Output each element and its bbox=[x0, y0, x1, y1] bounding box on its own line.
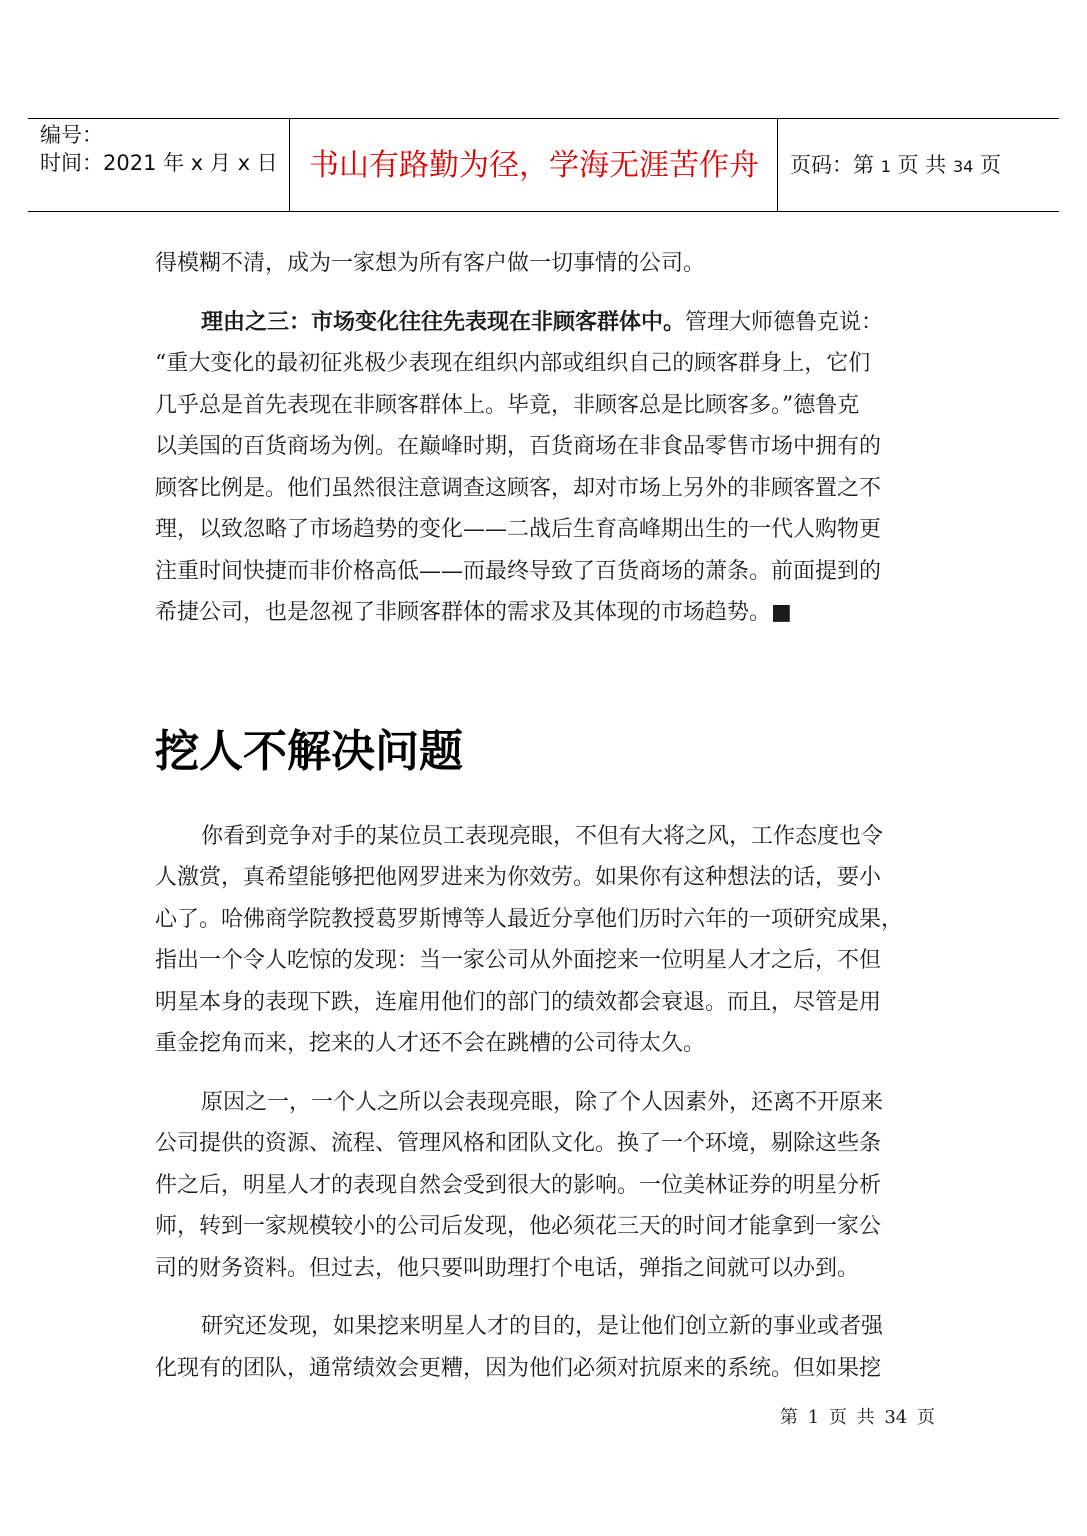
text-line: 以美国的百货商场为例。在巅峰时期，百货商场在非食品零售市场中拥有的 bbox=[155, 434, 882, 459]
text-line: 人激赏，真希望能够把他网罗进来为你效劳。如果你有这种想法的话，要小 bbox=[155, 865, 882, 890]
motto-text: 书山有路勤为径，学海无涯苦作舟 bbox=[309, 148, 759, 183]
section-title: 挖人不解决问题 bbox=[155, 725, 463, 777]
page-label-prefix: 页码：第 bbox=[790, 153, 874, 177]
text-line: 重金挖角而来，挖来的人才还不会在跳槽的公司待太久。 bbox=[155, 1031, 706, 1056]
document-body bbox=[155, 243, 945, 1389]
text-line: 希捷公司，也是忽视了非顾客群体的需求及其体现的市场趋势。■ bbox=[155, 600, 792, 625]
text-line: 化现有的团队，通常绩效会更糟，因为他们必须对抗原来的系统。但如果挖 bbox=[155, 1355, 882, 1381]
header-motto-cell bbox=[290, 119, 778, 211]
text-line: 得模糊不清，成为一家想为所有客户做一切事情的公司。 bbox=[155, 251, 706, 276]
text-line: 师，转到一家规模较小的公司后发现，他必须花三天的时间才能拿到一家公 bbox=[155, 1214, 882, 1239]
text-line: 明星本身的表现下跌，连雇用他们的部门的绩效都会衰退。而且，尽管是用 bbox=[155, 989, 882, 1015]
text-line: 司的财务资料。但过去，他只要叫助理打个电话，弹指之间就可以办到。 bbox=[155, 1255, 860, 1281]
serial-number-label: 编号： bbox=[40, 123, 103, 147]
page-total: 34 bbox=[952, 157, 974, 176]
text-line: “重大变化的最初征兆极少表现在组织内部或组织自己的顾客群身上，它们 bbox=[155, 351, 871, 376]
header-page-cell bbox=[778, 119, 1059, 211]
text-line: 几乎总是首先表现在非顾客群体上。毕竟，非顾客总是比顾客多。”德鲁克 bbox=[155, 392, 860, 418]
text-line: 注重时间快捷而非价格高低——而最终导致了百货商场的萧条。前面提到的 bbox=[155, 558, 882, 584]
text-line: 原因之一，一个人之所以会表现亮眼，除了个人因素外，还离不开原来 bbox=[201, 1089, 884, 1115]
page-label-suffix: 页 bbox=[979, 153, 1001, 177]
paragraph-reason-three bbox=[155, 302, 945, 634]
text-line: 件之后，明星人才的表现自然会受到很大的影响。一位美林证券的明星分析 bbox=[155, 1172, 882, 1198]
page-indicator bbox=[790, 152, 1001, 180]
page-current: 1 bbox=[880, 157, 891, 176]
text-line: 你看到竞争对手的某位员工表现亮眼，不但有大将之风，工作态度也令 bbox=[201, 823, 884, 849]
date-label: 时间：2021 年 x 月 x 日 bbox=[40, 151, 278, 175]
paragraph-intro bbox=[155, 816, 945, 1065]
text-line: 公司提供的资源、流程、管理风格和团队文化。换了一个环境，剔除这些条 bbox=[155, 1131, 882, 1156]
paragraph-research bbox=[155, 1306, 945, 1389]
paragraph-reason-one bbox=[155, 1082, 945, 1290]
text-line bbox=[155, 302, 945, 344]
text-line: 指出一个令人吃惊的发现：当一家公司从外面挖来一位明星人才之后，不但 bbox=[155, 948, 882, 973]
page-header bbox=[28, 118, 1059, 212]
page-label-mid: 页 共 bbox=[897, 153, 947, 177]
page-footer: 第 1 页 共 34 页 bbox=[780, 1407, 935, 1428]
bold-lead-text: 理由之三：市场变化往往先表现在非顾客群体中。 bbox=[201, 309, 686, 335]
paragraph-continued bbox=[155, 243, 945, 285]
text-line: 顾客比例是。他们虽然很注意调查这顾客，却对市场上另外的非顾客置之不 bbox=[155, 475, 882, 501]
text-run: 管理大师德鲁克说： bbox=[685, 309, 884, 335]
text-line: 理，以致忽略了市场趋势的变化——二战后生育高峰期出生的一代人购物更 bbox=[155, 517, 882, 542]
header-meta-cell bbox=[28, 119, 290, 211]
text-line: 心了。哈佛商学院教授葛罗斯博等人最近分享他们历时六年的一项研究成果， bbox=[155, 906, 904, 932]
text-line: 研究还发现，如果挖来明星人才的目的，是让他们创立新的事业或者强 bbox=[201, 1314, 884, 1339]
